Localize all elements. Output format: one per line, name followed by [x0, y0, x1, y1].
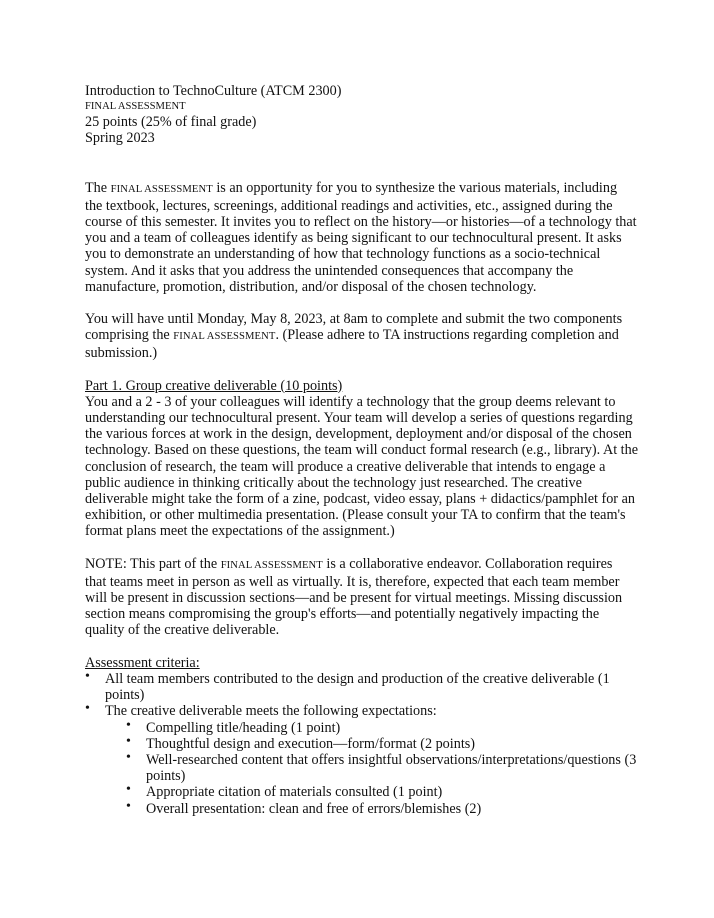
intro-line: The FINAL ASSESSMENT is an opportunity for you to synthesize the various materials, including [85, 179, 618, 196]
note-line: quality of the creative deliverable. [85, 622, 280, 639]
criteria-item: • All team members contributed to the design and production of the creative deliverable (1 points) [85, 668, 610, 704]
criteria-list [85, 668, 637, 817]
part1-line: understanding our technocultural present. Your team will develop a series of questions regarding [85, 410, 633, 427]
criteria-sublist [105, 717, 637, 817]
assessment-label: FINAL ASSESSMENT [85, 101, 186, 113]
intro-line: course of this semester. It invites you to reflect on the history—or histories—of a technology that [85, 214, 637, 231]
part1-line: public audience in thinking critically about the technology just researched. The creative [85, 474, 582, 491]
intro-line: you to demonstrate an understanding of how that technology functions as a socio-technical [85, 246, 601, 263]
part1-heading: Part 1. Group creative deliverable (10 points) [85, 377, 343, 394]
points-line: 25 points (25% of final grade) [85, 114, 257, 131]
intro-line: the textbook, lectures, screenings, additional readings and activities, etc., assigned during the [85, 197, 613, 214]
bullet-icon: • [126, 733, 131, 749]
part1-line: deliverable might take the form of a zine, podcast, video essay, plans + didactics/pamphlet for an [85, 491, 635, 508]
note-line: section means compromising the group's efforts—and potentially negatively impacting the [85, 606, 600, 623]
bullet-icon: • [126, 749, 131, 765]
final-assessment-term: FINAL ASSESSMENT [220, 559, 323, 571]
bullet-icon: • [126, 717, 131, 733]
document-body [85, 83, 637, 817]
criteria-subitem: • Appropriate citation of materials consulted (1 point) [126, 782, 443, 801]
deadline-paragraph [85, 311, 637, 362]
intro-line: system. And it asks that you address the unintended consequences that accompany the [85, 262, 574, 279]
deadline-line: submission.) [85, 345, 158, 362]
bullet-icon: • [85, 701, 90, 717]
intro-line: you and a team of colleagues identify as being significant to our technocultural present. It asks [85, 230, 622, 247]
deadline-line: comprising the FINAL ASSESSMENT. (Please adhere to TA instructions regarding completion and [85, 327, 619, 344]
final-assessment-term: FINAL ASSESSMENT [173, 331, 276, 343]
criteria-subitem: • Thoughtful design and execution—form/format (2 points) [126, 733, 476, 752]
criteria-item: • The creative deliverable meets the following expectations: • Compelling title/heading (1 point) • Thoughtful design and execution—form/format (2 points) • Well-researched content that offers insightful observations/interpretations/questions (3 points) • Appropriate citation of materials consulted (1 point) • Overall presentation: clean and free of errors/blemishes (2) [85, 701, 637, 817]
part1-line: format plans meet the expectations of the assignment.) [85, 523, 395, 540]
criteria-subitem: • Overall presentation: clean and free of errors/blemishes (2) [126, 798, 482, 817]
bullet-icon: • [126, 798, 131, 814]
note-line: NOTE: This part of the FINAL ASSESSMENT is a collaborative endeavor. Collaboration requires [85, 555, 613, 572]
part1-line: conclusion of research, the team will produce a creative deliverable that intends to engage a [85, 458, 606, 475]
criteria-section [85, 655, 637, 817]
part1-line: technology. Based on these questions, the team will conduct formal research (e.g., library). At the [85, 442, 639, 459]
part1-line: You and a 2 - 3 of your colleagues will identify a technology that the group deems relevant to [85, 393, 616, 410]
deadline-line: You will have until Monday, May 8, 2023, at 8am to complete and submit the two components [85, 311, 623, 328]
note-line: that teams meet in person as well as virtually. It is, therefore, expected that each team member [85, 573, 620, 590]
intro-paragraph [85, 180, 637, 295]
criteria-subitem: • Well-researched content that offers insightful observations/interpretations/questions (3 points) [126, 749, 637, 785]
intro-line: manufacture, promotion, distribution, and/or disposal of the chosen technology. [85, 278, 537, 295]
course-title: Introduction to TechnoCulture (ATCM 2300) [85, 83, 342, 99]
criteria-subitem: • Compelling title/heading (1 point) [126, 717, 341, 736]
term-line: Spring 2023 [85, 130, 155, 147]
part1-section [85, 378, 637, 540]
part1-line: the various forces at work in the design, development, deployment and/or disposal of the chosen [85, 426, 632, 443]
part1-line: exhibition, or other multimedia presentation. (Please consult your TA to confirm that the team's [85, 507, 626, 524]
criteria-heading: Assessment criteria: [85, 654, 200, 671]
bullet-icon: • [85, 668, 90, 684]
note-paragraph [85, 556, 637, 639]
final-assessment-term: FINAL ASSESSMENT [110, 183, 213, 195]
document-header [85, 83, 637, 147]
note-line: will be present in discussion sections—and be present for virtual meetings. Missing discussion [85, 590, 623, 607]
bullet-icon: • [126, 782, 131, 798]
